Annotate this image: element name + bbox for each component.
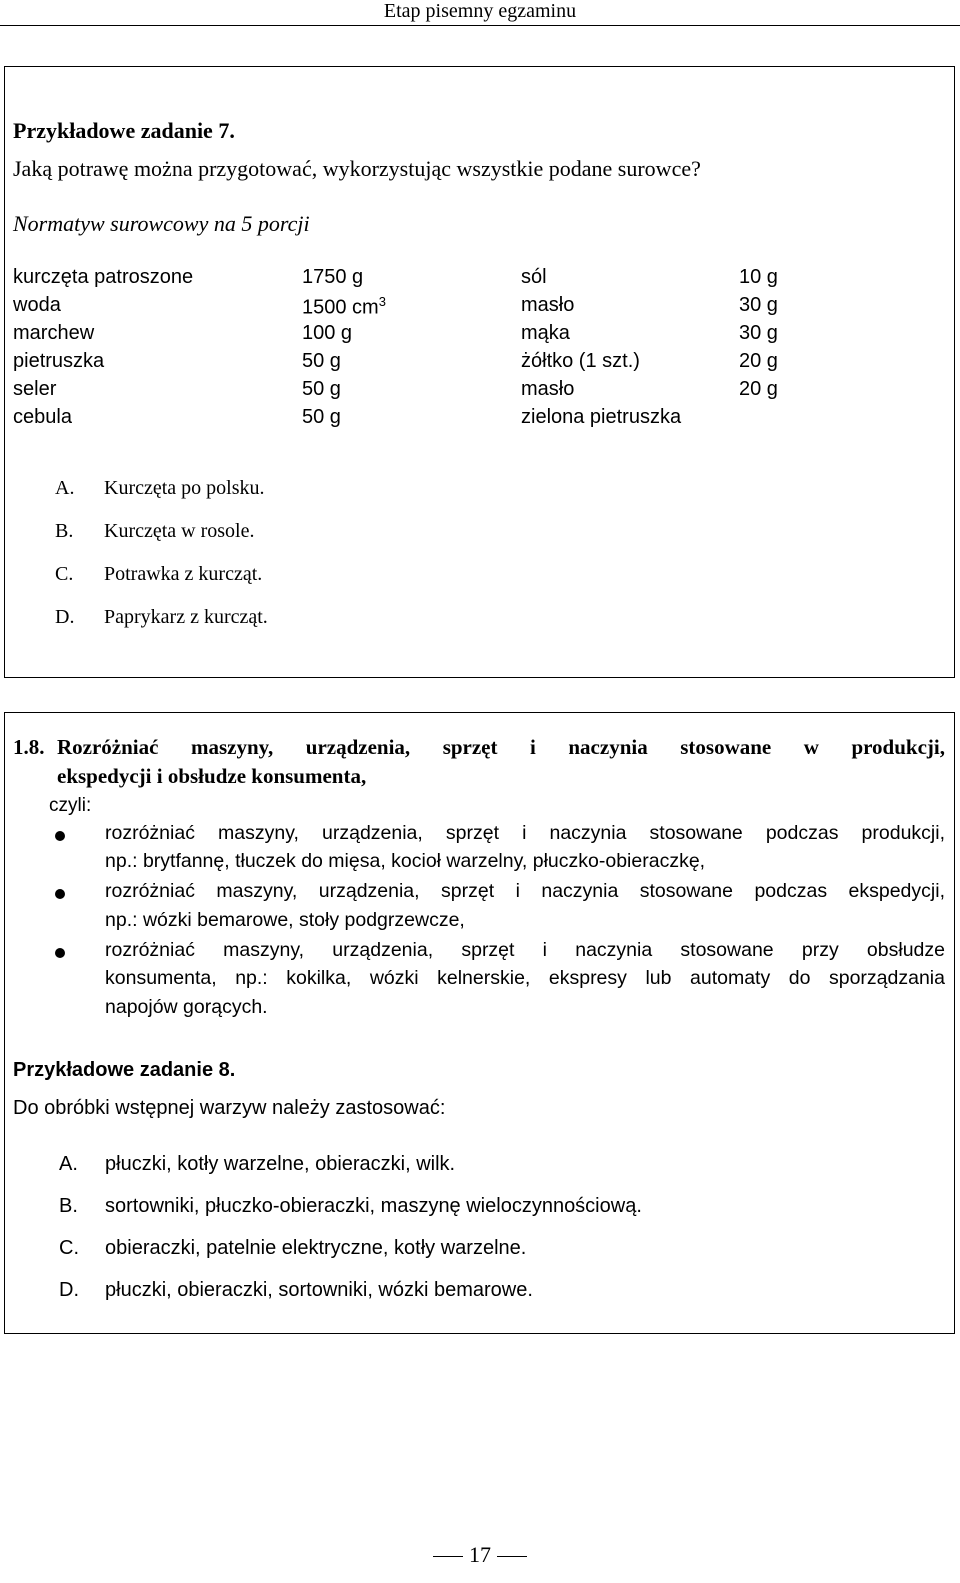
header-rule [0,25,960,26]
ingredient-name: zielona pietruszka [521,406,682,428]
normative-title: Normatyw surowcowy na 5 porcji [13,211,310,236]
ingredient-qty: 50 g [302,378,341,400]
option-letter: D. [55,606,75,628]
section-number: 1.8. [13,735,45,759]
ingredient-name: sól [521,266,547,288]
task7-question: Jaką potrawę można przygotować, wykorzystując wszystkie podane surowce? [13,156,701,181]
option-letter: C. [59,1237,79,1259]
ingredient-qty [302,294,386,320]
option-letter: A. [55,477,75,499]
ingredient-name: cebula [13,406,72,428]
option-letter: D. [59,1279,79,1301]
option-text: Potrawka z kurcząt. [104,563,263,585]
bullet-dot [55,889,65,899]
option-text: Kurczęta w rosole. [104,520,255,542]
bullet-text: napojów gorących. [105,996,268,1018]
option-letter: A. [59,1153,78,1175]
ingredient-name: żółtko (1 szt.) [521,350,640,372]
bullet-text: rozróżniać maszyny, urządzenia, sprzęt i naczynia stosowane przy obsłudze [105,939,945,961]
page-number [0,1542,960,1568]
ingredient-name: mąka [521,322,570,344]
bullet-dot [55,948,65,958]
page-number-dash [497,1556,527,1557]
ingredient-name: masło [521,378,575,400]
section-czyli: czyli: [49,795,92,816]
task7-box [4,66,955,678]
bullet-dot [55,831,65,841]
option-text: obieraczki, patelnie elektryczne, kotły warzelne. [105,1237,527,1259]
option-text: sortowniki, płuczko-obieraczki, maszynę wieloczynnościową. [105,1195,642,1217]
ingredient-name: kurczęta patroszone [13,266,194,288]
bullet-text: konsumenta, np.: kokilka, wózki kelnerskie, ekspresy lub automaty do sporządzania [105,967,945,989]
option-text: płuczki, kotły warzelne, obieraczki, wilk. [105,1153,456,1175]
task7-title: Przykładowe zadanie 7. [13,118,235,143]
qty-superscript: 3 [378,294,386,309]
option-letter: C. [55,563,74,585]
ingredient-name: marchew [13,322,95,344]
option-letter: B. [59,1195,78,1217]
ingredient-qty: 1750 g [302,266,364,288]
running-header: Etap pisemny egzaminu [383,0,577,22]
section-title-line1: Rozróżniać maszyny, urządzenia, sprzęt i naczynia stosowane w produkcji, [57,735,945,759]
option-text: płuczki, obieraczki, sortowniki, wózki bemarowe. [105,1279,533,1301]
page-number-value: 17 [469,1542,491,1567]
ingredient-name: pietruszka [13,350,105,372]
section-1-8-box [4,712,955,1334]
bullet-text: rozróżniać maszyny, urządzenia, sprzęt i naczynia stosowane podczas ekspedycji, [105,880,945,902]
option-text: Paprykarz z kurcząt. [104,606,268,628]
ingredient-qty: 20 g [739,378,778,400]
ingredient-qty: 10 g [739,266,778,288]
ingredient-qty: 30 g [739,294,778,316]
ingredient-name: masło [521,294,575,316]
ingredient-qty: 50 g [302,350,341,372]
ingredient-qty: 50 g [302,406,341,428]
ingredient-name: woda [13,294,61,316]
bullet-text: np.: brytfannę, tłuczek do mięsa, kocioł warzelny, płuczko-obieraczkę, [105,850,706,872]
ingredient-name: seler [13,378,57,400]
option-letter: B. [55,520,74,542]
task8-question: Do obróbki wstępnej warzyw należy zastosować: [13,1097,446,1119]
bullet-text: np.: wózki bemarowe, stoły podgrzewcze, [105,909,465,931]
page-number-dash [433,1556,463,1557]
section-title-line2: ekspedycji i obsłudze konsumenta, [57,764,367,788]
ingredient-qty: 20 g [739,350,778,372]
ingredient-qty: 30 g [739,322,778,344]
bullet-text: rozróżniać maszyny, urządzenia, sprzęt i naczynia stosowane podczas produkcji, [105,822,945,844]
task8-title: Przykładowe zadanie 8. [13,1059,236,1081]
ingredient-qty: 100 g [302,322,353,344]
option-text: Kurczęta po polsku. [104,477,265,499]
qty-value: 1500 cm [302,296,379,319]
